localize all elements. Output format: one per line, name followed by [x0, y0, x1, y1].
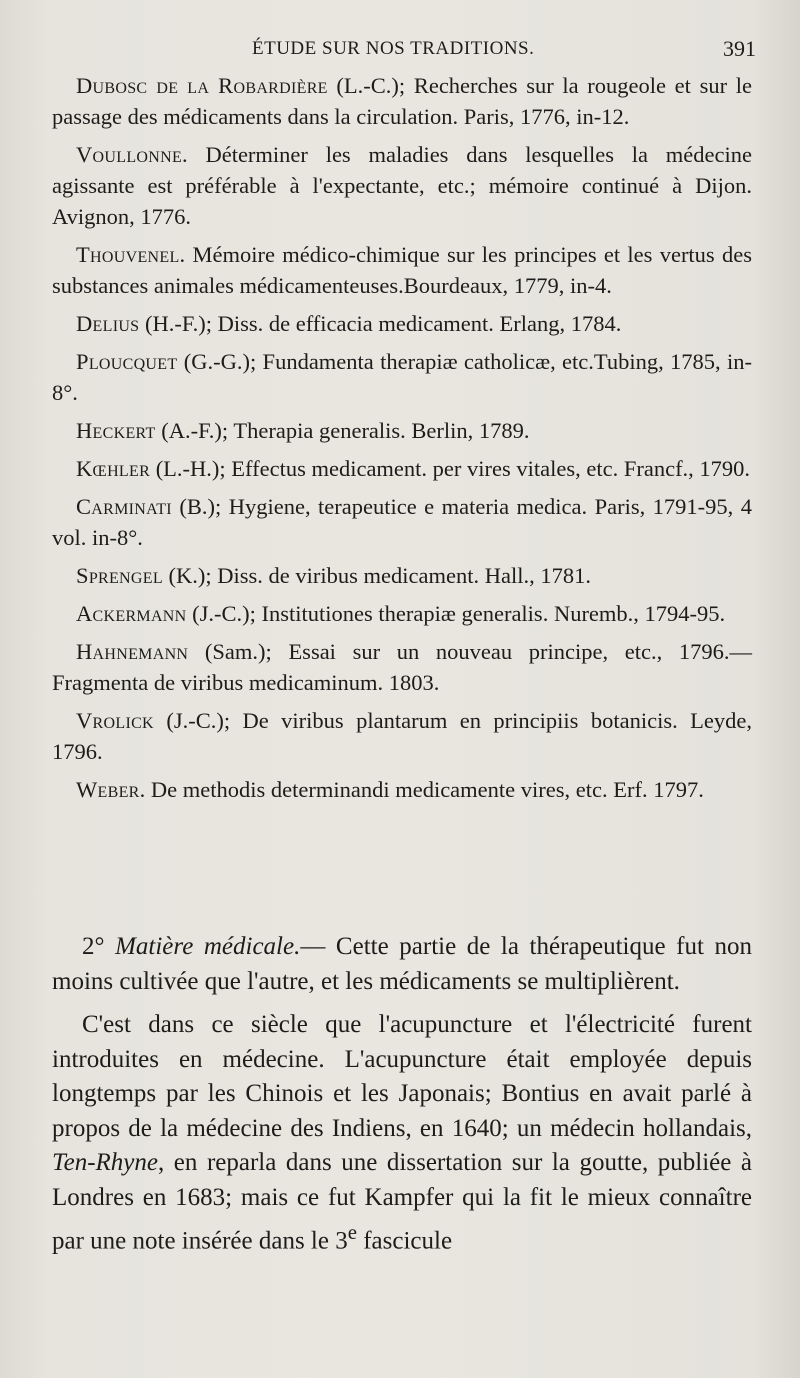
bibliography-entry	[52, 491, 752, 553]
running-title: ÉTUDE SUR NOS TRADITIONS.	[252, 38, 535, 59]
entry-text: (J.-C.); De viribus plantarum en principiis botanicis. Leyde, 1796.	[52, 708, 752, 764]
entry-text: . De methodis determinandi medicamente vires, etc. Erf. 1797.	[139, 777, 704, 802]
entry-author: Thouvenel	[76, 242, 180, 267]
entry-author: Ploucquet	[76, 349, 178, 374]
entry-text: . Déterminer les maladies dans lesquelles la médecine agissante est préférable à l'expectante, etc.; mémoire continué à Dijon. Avignon, 1776.	[52, 142, 752, 229]
entry-author: Sprengel	[76, 563, 163, 588]
main-text	[52, 930, 752, 1268]
entry-text: (G.-G.); Fundamenta therapiæ catholicæ, etc.Tubing, 1785, in-8°.	[52, 349, 752, 405]
entry-text: (Sam.); Essai sur un nouveau principe, etc., 1796.— Fragmenta de viribus medicaminum. 1803.	[52, 639, 752, 695]
bibliography-entry	[52, 636, 752, 698]
bibliography-entry	[52, 139, 752, 232]
entry-text: (J.-C.); Institutiones therapiæ generalis. Nuremb., 1794-95.	[186, 601, 726, 626]
entry-author: Kœhler	[76, 456, 151, 481]
bibliography-entry	[52, 598, 752, 629]
entry-author: Voullonne	[76, 142, 183, 167]
entry-author: Heckert	[76, 418, 156, 443]
bibliography-entry	[52, 239, 752, 301]
page-header	[52, 34, 756, 64]
superscript: e	[347, 1220, 357, 1244]
paragraph-text: , en reparla dans une dissertation sur la goutte, publiée à Londres en 1683; mais ce fut Kampfer qui la fit le mieux connaître par une note insérée dans le 3	[52, 1149, 752, 1255]
entry-text: (A.-F.); Therapia generalis. Berlin, 1789.	[155, 418, 530, 443]
entry-author: Weber	[76, 777, 140, 802]
entry-author: Dubosc de la Robardière	[76, 73, 328, 98]
bibliography-list	[52, 70, 752, 812]
section-paragraph	[52, 930, 752, 999]
bibliography-entry	[52, 705, 752, 767]
bibliography-entry	[52, 560, 752, 591]
entry-text: (B.); Hygiene, terapeutice e materia medica. Paris, 1791-95, 4 vol. in-8°.	[52, 494, 752, 550]
entry-author: Delius	[76, 311, 140, 336]
entry-text: (L.-C.); Recherches sur la rougeole et sur le passage des médicaments dans la circulation. Paris, 1776, in-12.	[52, 73, 752, 129]
bibliography-entry	[52, 308, 752, 339]
italic-name: Ten-Rhyne	[52, 1149, 158, 1176]
entry-text: (H.-F.); Diss. de efficacia medicament. Erlang, 1784.	[139, 311, 622, 336]
paragraph-text: C'est dans ce siècle que l'acupuncture et l'électricité furent introduites en médecine. L'acupuncture était employée depuis longtemps par les Chinois et les Japonais; Bontius en avait parlé à propos de la médecine des Indiens, en 1640; un médecin hollandais,	[52, 1011, 752, 1142]
entry-author: Vrolick	[76, 708, 154, 733]
entry-author: Carminati	[76, 494, 172, 519]
page-number: 391	[723, 36, 756, 61]
entry-author: Ackermann	[76, 601, 187, 626]
bibliography-entry	[52, 346, 752, 408]
entry-author: Hahnemann	[76, 639, 189, 664]
body-paragraph	[52, 1008, 752, 1259]
section-intro: — Cette partie de la thérapeutique fut non moins cultivée que l'autre, et les médicaments se multiplièrent.	[52, 933, 753, 995]
section-title: Matière médicale.	[115, 933, 301, 960]
bibliography-entry	[52, 70, 752, 132]
paragraph-text: fascicule	[356, 1227, 453, 1255]
bibliography-entry	[52, 453, 752, 484]
bibliography-entry	[52, 774, 752, 805]
entry-text: . Mémoire médico-chimique sur les principes et les vertus des substances animales médicamenteuses.Bourdeaux, 1779, in-4.	[52, 242, 752, 298]
entry-text: (K.); Diss. de viribus medicament. Hall., 1781.	[162, 563, 591, 588]
bibliography-entry	[52, 415, 752, 446]
section-number: 2°	[82, 933, 105, 960]
entry-text: (L.-H.); Effectus medicament. per vires vitales, etc. Francf., 1790.	[150, 456, 751, 481]
